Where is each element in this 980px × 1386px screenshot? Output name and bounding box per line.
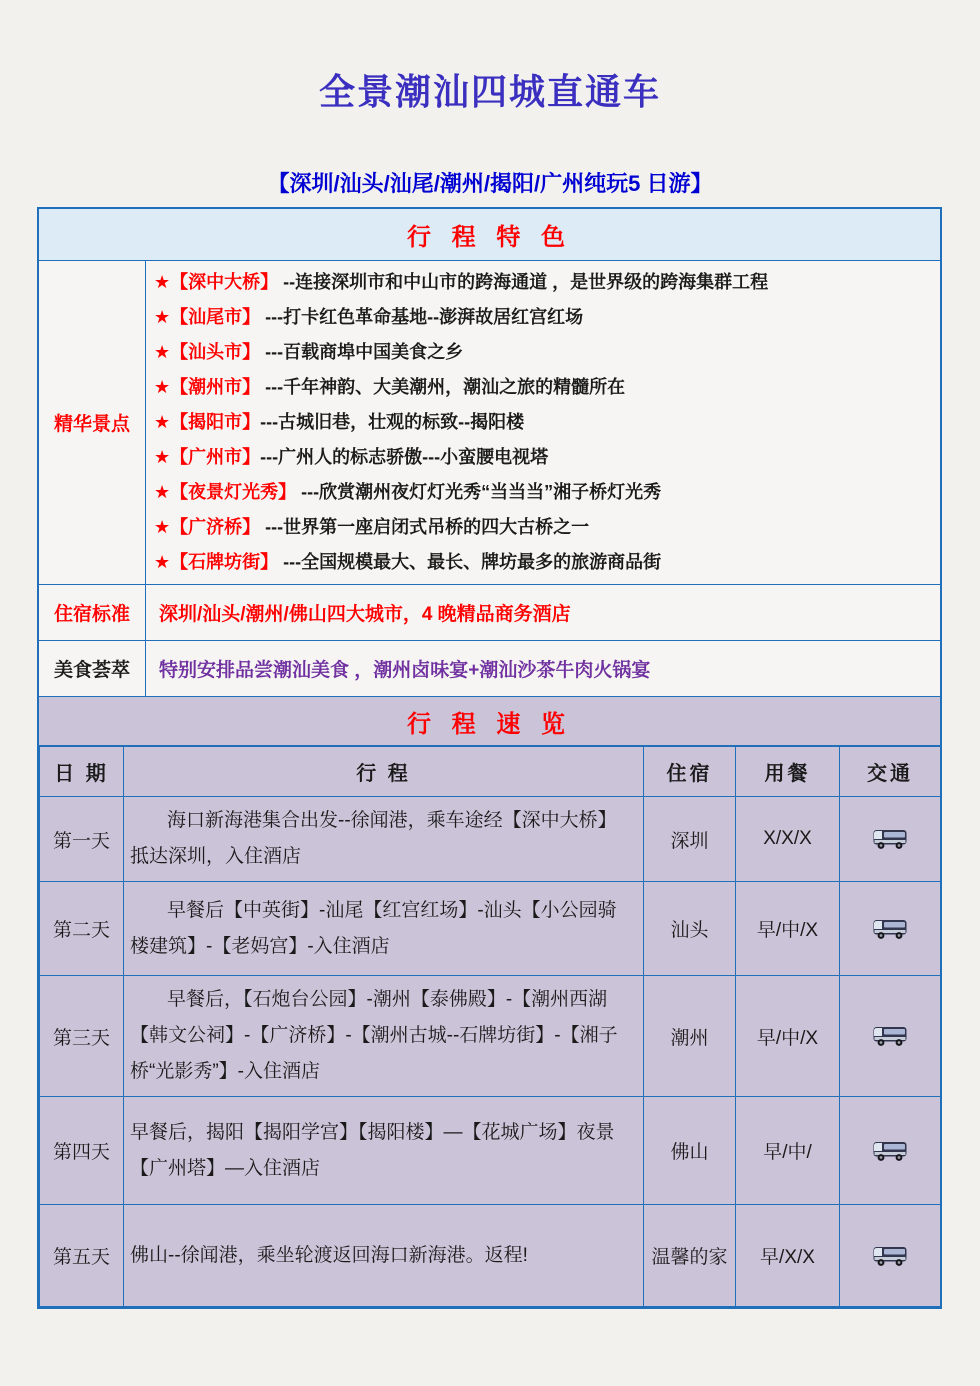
day-cell: 第五天	[40, 1205, 124, 1307]
lodging-row	[39, 585, 940, 641]
column-header-transport: 交通	[840, 747, 941, 797]
feature-item	[154, 440, 934, 475]
feature-item-title: 【夜景灯光秀】	[170, 482, 297, 502]
meals-cell: X/X/X	[736, 797, 840, 882]
bus-icon	[872, 1244, 908, 1268]
itinerary-cell: 早餐后，【石炮台公园】-潮州【泰佛殿】-【潮州西湖【韩文公祠】-【广济桥】-【潮州古城--石牌坊街】-【湘子桥“光影秀”】-入住酒店	[124, 976, 644, 1097]
feature-item-desc: ---欣赏潮州夜灯灯光秀“当当当”湘子桥灯光秀	[296, 482, 662, 502]
table-row	[40, 882, 941, 976]
bus-icon	[872, 827, 908, 851]
food-label: 美食荟萃	[39, 641, 146, 696]
table-row	[40, 1205, 941, 1307]
feature-item-title: 【石牌坊街】	[170, 552, 279, 572]
features-row	[39, 261, 940, 585]
star-icon: ★	[154, 517, 171, 537]
hotel-cell: 深圳	[644, 797, 736, 882]
highlights-label: 精华景点	[39, 261, 146, 584]
feature-item-desc: ---世界第一座启闭式吊桥的四大古桥之一	[260, 517, 590, 537]
hotel-cell: 潮州	[644, 976, 736, 1097]
day-cell: 第一天	[40, 797, 124, 882]
itinerary-cell: 佛山--徐闻港，乘坐轮渡返回海口新海港。返程!	[124, 1205, 644, 1307]
feature-item-desc: ---全国规模最大、最长、牌坊最多的旅游商品街	[278, 552, 662, 572]
feature-item-desc: ---广州人的标志骄傲---小蛮腰电视塔	[260, 447, 549, 467]
star-icon: ★	[154, 412, 171, 432]
feature-item-title: 【汕头市】	[170, 342, 261, 362]
transport-cell	[840, 882, 941, 976]
meals-cell: 早/中/	[736, 1097, 840, 1205]
hotel-cell: 佛山	[644, 1097, 736, 1205]
schedule-body	[40, 797, 941, 1307]
day-cell: 第三天	[40, 976, 124, 1097]
star-icon: ★	[154, 552, 171, 572]
feature-item-title: 【揭阳市】	[170, 412, 261, 432]
food-content: 特别安排品尝潮汕美食 ，潮州卤味宴+潮汕沙茶牛肉火锅宴	[159, 660, 651, 681]
schedule-section-header: 行 程 速 览	[39, 697, 940, 746]
bus-icon	[872, 1139, 908, 1163]
transport-cell	[840, 1205, 941, 1307]
page-title: 全景潮汕四城直通车	[318, 71, 661, 112]
feature-item-desc: ---百载商埠中国美食之乡	[260, 342, 464, 362]
schedule-table	[39, 746, 941, 1307]
star-icon: ★	[154, 482, 171, 502]
feature-item	[154, 265, 934, 300]
star-icon: ★	[154, 272, 171, 292]
itinerary-cell: 早餐后，揭阳【揭阳学宫】【揭阳楼】—【花城广场】夜景【广州塔】—入住酒店	[124, 1097, 644, 1205]
feature-item-desc: ---打卡红色革命基地--澎湃故居红宫红场	[260, 307, 584, 327]
feature-item	[154, 300, 934, 335]
meals-cell: 早/中/X	[736, 882, 840, 976]
column-header-date: 日 期	[40, 747, 124, 797]
feature-item	[154, 510, 934, 545]
table-row	[40, 1097, 941, 1205]
meals-cell: 早/中/X	[736, 976, 840, 1097]
schedule-header-row	[40, 747, 941, 797]
feature-item-title: 【广济桥】	[170, 517, 261, 537]
star-icon: ★	[154, 447, 171, 467]
feature-item	[154, 545, 934, 580]
hotel-cell: 温馨的家	[644, 1205, 736, 1307]
hotel-cell: 汕头	[644, 882, 736, 976]
itinerary-cell: 早餐后【中英街】-汕尾【红宫红场】-汕头【小公园骑楼建筑】-【老妈宫】-入住酒店	[124, 882, 644, 976]
meals-cell: 早/X/X	[736, 1205, 840, 1307]
feature-item-title: 【广州市】	[170, 447, 261, 467]
day-cell: 第四天	[40, 1097, 124, 1205]
feature-item-title: 【汕尾市】	[170, 307, 261, 327]
feature-item-title: 【深中大桥】	[170, 272, 279, 292]
itinerary-cell: 海口新海港集合出发--徐闻港，乘车途经【深中大桥】抵达深圳，入住酒店	[124, 797, 644, 882]
transport-cell	[840, 1097, 941, 1205]
lodging-content: 深圳/汕头/潮州/佛山四大城市，4 晚精品商务酒店	[159, 604, 571, 625]
feature-item-desc: ---千年神韵、大美潮州，潮汕之旅的精髓所在	[260, 377, 626, 397]
transport-cell	[840, 976, 941, 1097]
column-header-itinerary: 行 程	[124, 747, 644, 797]
feature-item-desc: ---古城旧巷，壮观的标致--揭阳楼	[260, 412, 525, 432]
feature-item	[154, 370, 934, 405]
feature-item-desc: --连接深圳市和中山市的跨海通道 ，是世界级的跨海集群工程	[278, 272, 769, 292]
transport-cell	[840, 797, 941, 882]
star-icon: ★	[154, 342, 171, 362]
column-header-meals: 用餐	[736, 747, 840, 797]
feature-item	[154, 475, 934, 510]
features-section-header: 行 程 特 色	[39, 209, 940, 261]
column-header-hotel: 住宿	[644, 747, 736, 797]
lodging-label: 住宿标准	[39, 585, 146, 640]
star-icon: ★	[154, 307, 171, 327]
feature-item	[154, 335, 934, 370]
feature-item-title: 【潮州市】	[170, 377, 261, 397]
page-subtitle: 【深圳/汕头/汕尾/潮州/揭阳/广州纯玩5 日游】	[267, 171, 713, 196]
itinerary-document	[37, 207, 942, 1309]
feature-item	[154, 405, 934, 440]
table-row	[40, 976, 941, 1097]
table-row	[40, 797, 941, 882]
star-icon: ★	[154, 377, 171, 397]
bus-icon	[872, 1024, 908, 1048]
day-cell: 第二天	[40, 882, 124, 976]
food-row	[39, 641, 940, 697]
bus-icon	[872, 917, 908, 941]
feature-list	[146, 261, 940, 584]
